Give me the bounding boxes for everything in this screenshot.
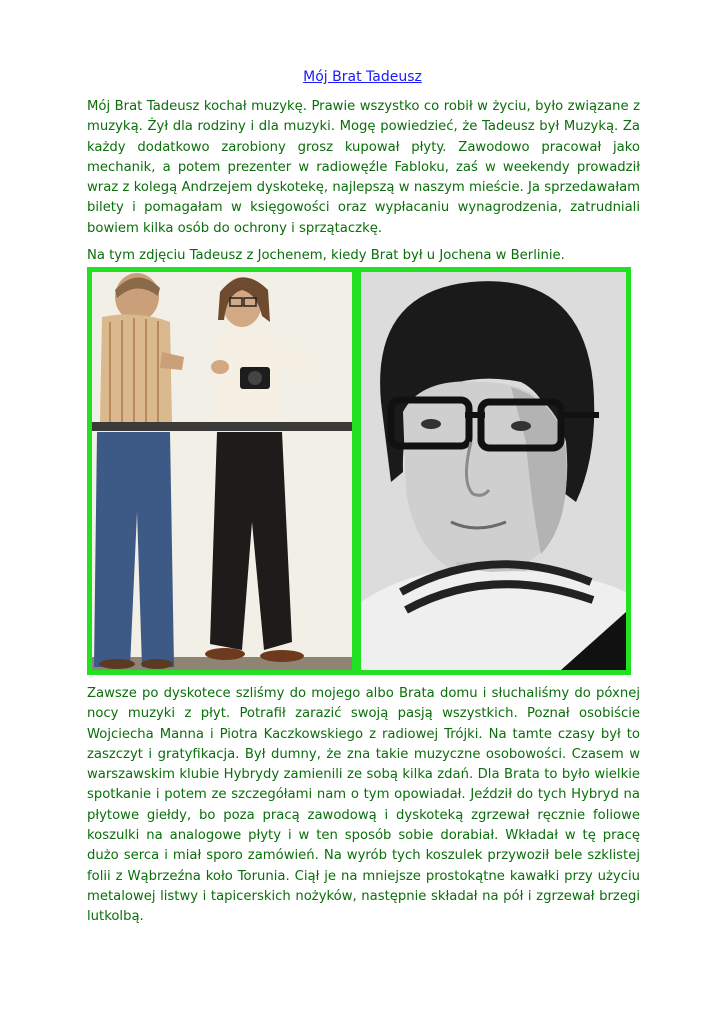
paragraph-memories: Zawsze po dyskotece szliśmy do mojego albo Brata domu i słuchaliśmy do póxnej nocy muzyki z płyt. Potrafił zarazić swoją pasją wszystkich. Poznał osobiście Wojciecha Manna i Piotra Kaczkowskiego z radiowej Trójki. Na tamte czasy był to zaszczyt i gratyfikacja. Był dumny, że zna takie muzyczne osobowości. Czasem w warszawskim klubie Hybrydy zamienili ze sobą kilka zdań. Dla Brata to było wielkie spotkanie i potem ze szczegółami nam o tym opowiadał. Jeździł do tych Hybryd na płytowe giełdy, bo poza pracą zawodową i dyskoteką zgrzewał ręcznie foliowe koszulki na analogowe płyty i w ten sposób sobie dorabiał. Wkładał w tę pracę dużo serca i miał sporo zamówień. Na wyrób tych koszulek przywoził bele szklistej folii z Wąbrzeźna koło Torunia. Ciął je na mniejsze prostokątne kawałki przy użyciu metalowej listwy i tapicerskich nożyków, następnie składał na pół i zgrzewał brzegi lutkolbą. [87,686,640,925]
page-title[interactable]: Mój Brat Tadeusz [303,69,422,85]
photo-tadeusz-and-jochen [87,267,357,675]
portrait-tadeusz [356,267,631,675]
paragraph-photo-caption: Na tym zdjęciu Tadeusz z Jochenem, kiedy Brat był u Jochena w Berlinie. [87,248,565,263]
paragraph-intro: Mój Brat Tadeusz kochał muzykę. Prawie wszystko co robił w życiu, było związane z muzyką. Żył dla rodziny i dla muzyki. Mogę powiedzieć, że Tadeusz był Muzyką. Za każdy dodatkowo zarobiony grosz kupował płyty. Zawodowo pracował jako mechanik, a potem prezenter w radiowęźle Fabloku, zaś w weekendy prowadził wraz z kolegą Andrzejem dyskotekę, najlepszą w naszym mieście. Ja sprzedawałam bilety i pomagałam w księgowości oraz wypłacaniu wynagrodzenia, zatrudniali bowiem kilka osób do ochrony i sprzątaczkę. [87,99,640,236]
photo-tadeusz-and-jochen-image [92,272,352,670]
portrait-tadeusz-image [361,272,626,670]
